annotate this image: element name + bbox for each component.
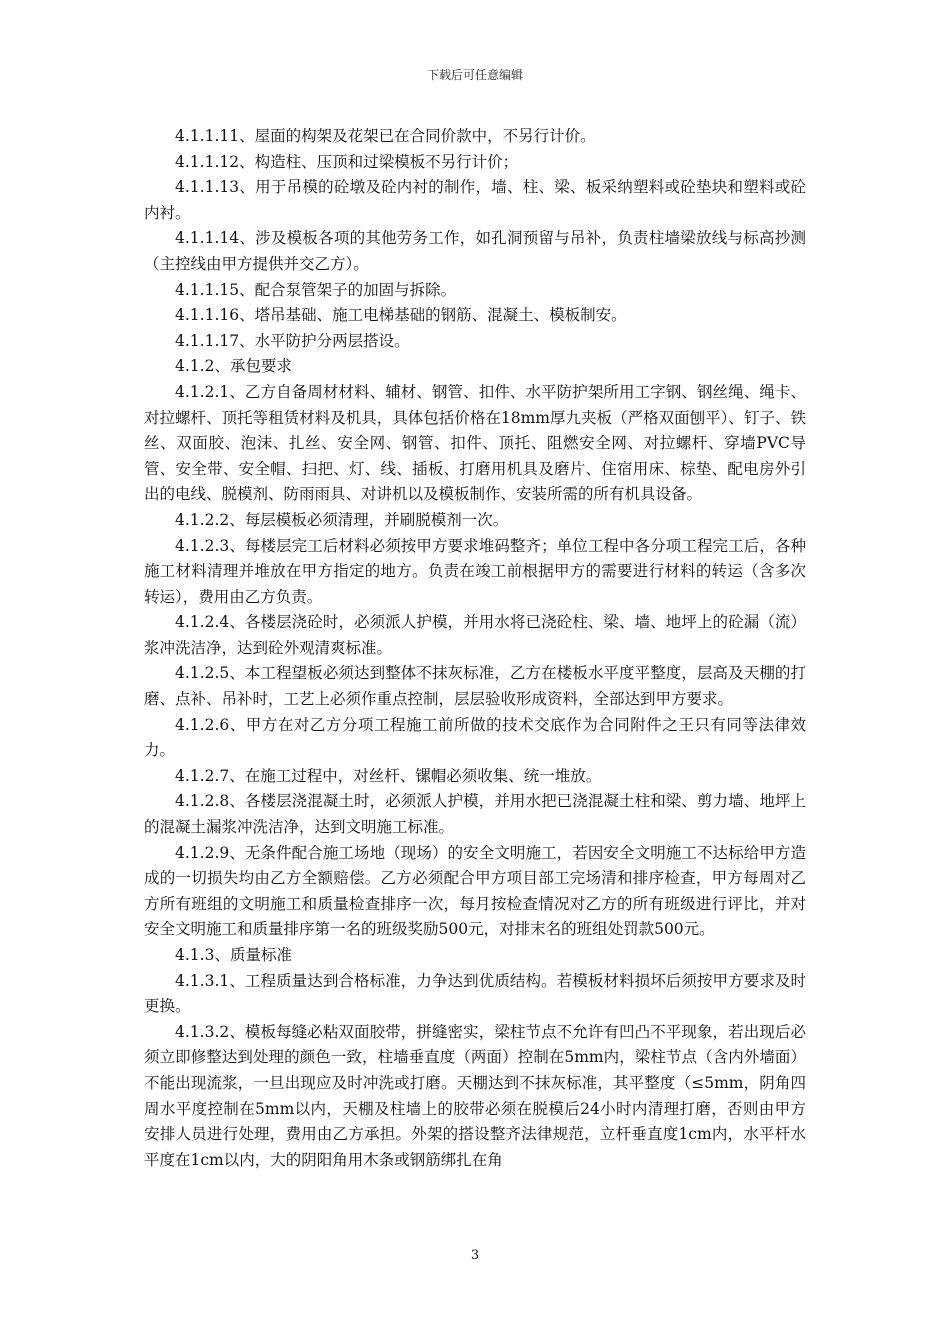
paragraph: 4.1.2.7、在施工过程中，对丝杆、镙帽必须收集、统一堆放。 [175, 766, 602, 785]
page-header: 下载后可任意编辑 [426, 68, 523, 82]
paragraph: 4.1.1.12、构造柱、压顶和过梁模板不另行计价； [175, 152, 519, 171]
paragraph: 4.1.2.9、无条件配合施工场地（现场）的安全文明施工，若因安全文明施工不达标给甲方造成的一切损失均由乙方全额赔偿。乙方必须配合甲方项目部工完场清和排序检查，甲方每周对乙方所有班组的文明施工和质量检查排序一次，每月按检查情况对乙方的所有班级进行评比，并对安全文明施工和质量排序第一名的班级奖励500元，对排末名的班组处罚款500元。 [144, 843, 806, 939]
document-body [144, 124, 806, 1173]
paragraph: 4.1.2.8、各楼层浇混凝土时，必须派人护模，并用水把已浇混凝土柱和梁、剪力墙、地坪上的混凝土漏浆冲洗洁净，达到文明施工标准。 [144, 792, 806, 837]
paragraph: 4.1.3.1、工程质量达到合格标准，力争达到优质结构。若模板材料损坏后须按甲方要求及时更换。 [144, 971, 806, 1016]
section-heading: 4.1.3、质量标准 [175, 946, 292, 964]
paragraph: 4.1.2.2、每层模板必须清理，并刷脱模剂一次。 [175, 510, 509, 529]
paragraph: 4.1.1.11、屋面的构架及花架已在合同价款中，不另行计价。 [175, 127, 596, 145]
paragraph: 4.1.3.2、模板每缝必粘双面胶带，拼缝密实，梁柱节点不允许有凹凸不平现象，若出现后必须立即修整达到处理的颜色一致，柱墙垂直度（两面）控制在5mm内，梁柱节点（含内外墙面）不能出现流浆，一旦出现应及时冲洗或打磨。天棚达到不抹灰标准，其平整度（≤5mm，阴角四周水平度控制在5mm以内，天棚及柱墙上的胶带必须在脱模后24小时内清理打磨，否则由甲方安排人员进行处理，费用由乙方承担。外架的搭设整齐法律规范，立杆垂直度1cm内，水平杆水平度在1cm以内，大的阴阳角用木条或钢筋绑扎在角 [144, 1022, 806, 1169]
paragraph: 4.1.2.3、每楼层完工后材料必须按甲方要求堆码整齐；单位工程中各分项工程完工后，各种施工材料清理并堆放在甲方指定的地方。负责在竣工前根据甲方的需要进行材料的转运（含多次转运），费用由乙方负责。 [144, 536, 806, 606]
paragraph: 4.1.1.16、塔吊基础、施工电梯基础的钢筋、混凝土、模板制安。 [175, 306, 627, 325]
paragraph: 4.1.2.5、本工程望板必须达到整体不抹灰标准，乙方在楼板水平度平整度，层高及天棚的打磨、点补、吊补时，工艺上必须作重点控制，层层验收形成资料，全部达到甲方要求。 [144, 664, 806, 709]
paragraph: 4.1.2.6、甲方在对乙方分项工程施工前所做的技术交底作为合同附件之王只有同等法律效力。 [144, 715, 806, 760]
page-number: 3 [470, 1248, 480, 1263]
paragraph: 4.1.1.17、水平防护分两层搭设。 [175, 331, 410, 350]
paragraph: 4.1.1.13、用于吊模的砼墩及砼内衬的制作，墙、柱、梁、板采纳塑料或砼垫块和塑料或砼内衬。 [144, 178, 806, 222]
section-heading: 4.1.2、承包要求 [175, 357, 292, 376]
paragraph: 4.1.2.4、各楼层浇砼时，必须派人护模，并用水将已浇砼柱、梁、墙、地坪上的砼漏（流）浆冲洗洁净，达到砼外观清爽标准。 [144, 613, 806, 657]
paragraph: 4.1.2.1、乙方自备周材材料、辅材、钢管、扣件、水平防护架所用工字钢、钢丝绳、绳卡、对拉螺杆、顶托等租赁材料及机具，具体包括价格在18mm厚九夹板（严格双面刨平）、钉子、铁丝、双面胶、泡沫、扎丝、安全网、钢管、扣件、顶托、阻燃安全网、对拉螺杆、穿墙PVC导管、安全带、安全帽、扫把、灯、线、插板、打磨用机具及磨片、住宿用床、棕垫、配电房外引出的电线、脱模剂、防雨雨具、对讲机以及模板制作、安装所需的所有机具设备。 [144, 382, 806, 504]
paragraph: 4.1.1.15、配合泵管架子的加固与拆除。 [175, 280, 457, 299]
paragraph: 4.1.1.14、涉及模板各项的其他劳务工作，如孔洞预留与吊补，负责柱墙梁放线与标高抄测（主控线由甲方提供并交乙方）。 [144, 229, 806, 273]
